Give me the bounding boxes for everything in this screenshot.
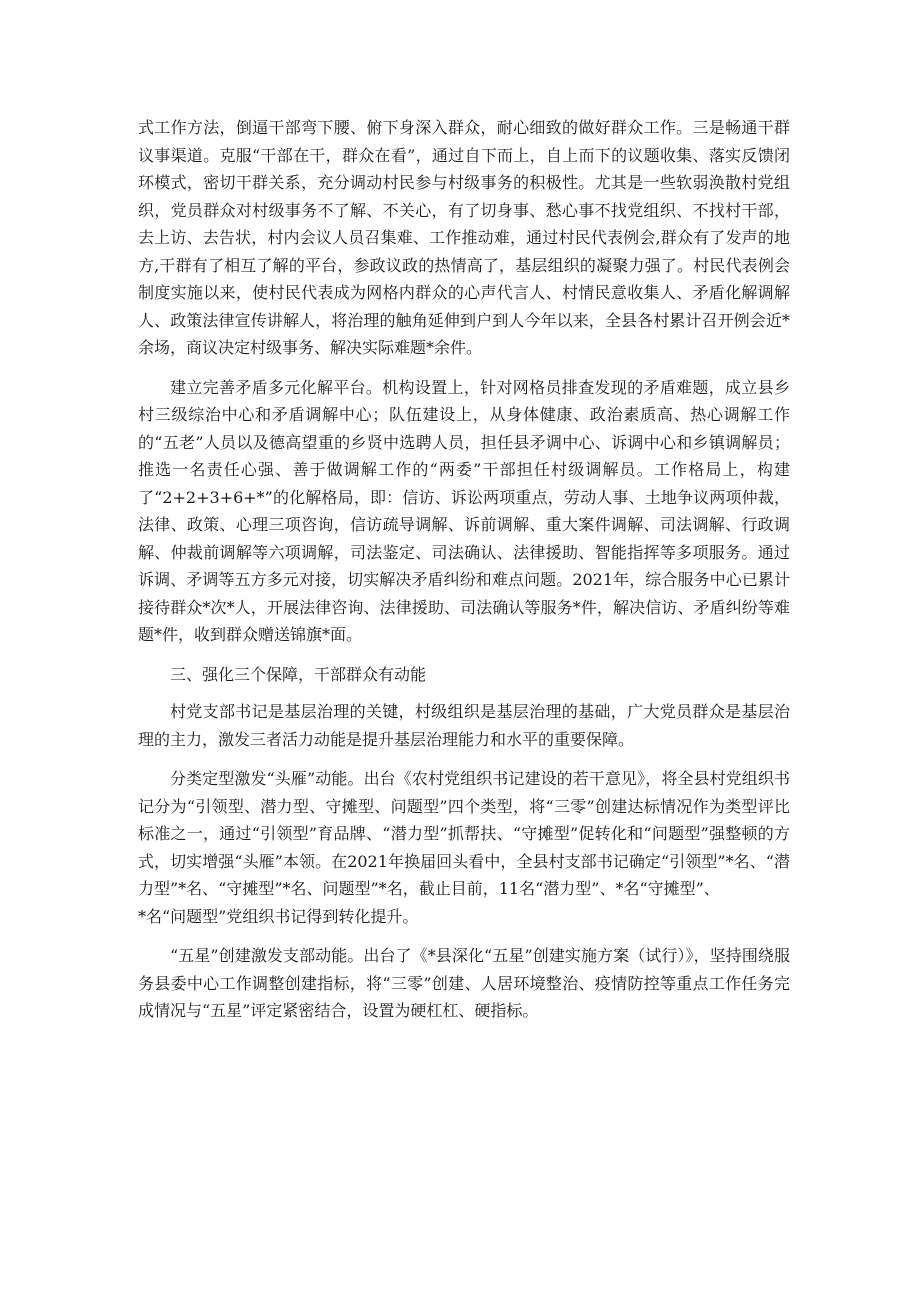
paragraph-work-methods: 式工作方法，倒逼干部弯下腰、俯下身深入群众，耐心细致的做好群众工作。三是畅通干群议事渠道。克服“干部在干，群众在看”，通过自下而上，自上而下的议题收集、落实反馈闭环模式，密切干群关系，充分调动村民参与村级事务的积极性。尤其是一些软弱涣散村党组织，党员群众对村级事务不了解、不关心，有了切身事、愁心事不找党组织、不找村干部，去上访、去告状，村内会议人员召集难、工作推动难，通过村民代表例会,群众有了发声的地方,干群有了相互了解的平台，参政议政的热情高了，基层组织的凝聚力强了。村民代表例会制度实施以来，使村民代表成为网格内群众的心声代言人、村情民意收集人、矛盾化解调解人、政策法律宣传讲解人，将治理的触角延伸到户到人今年以来，全县各村累计召开例会近*余场，商议决定村级事务、解决实际难题*余件。 <box>138 118 790 357</box>
paragraph-lead-goose-momentum: 分类定型激发“头雁”动能。出台《农村党组织书记建设的若干意见》，将全县村党组织书记分为“引领型、潜力型、守摊型、问题型”四个类型，将“三零”创建达标情况作为类型评比标准之一，通过“引领型”育品牌、“潜力型”抓帮扶、“守摊型”促转化和“问题型”强整顿的方式，切实增强“头雁”本领。在2021年换届回头看中，全县村支部书记确定“引领型”*名、“潜力型”*名、“守摊型”*名、问题型”*名，截止目前，11名“潜力型”、*名“守摊型”、 <box>138 769 790 898</box>
paragraph-conflict-resolution-platform: 建立完善矛盾多元化解平台。机构设置上，针对网格员排查发现的矛盾难题，成立县乡村三级综治中心和矛盾调解中心；队伍建设上，从身体健康、政治素质高、热心调解工作的“五老”人员以及德高望重的乡贤中选聘人员，担任县矛调中心、诉调中心和乡镇调解员；推选一名责任心强、善于做调解工作的“两委”干部担任村级调解员。工作格局上，构建了“2+2+3+6+*”的化解格局，即：信访、诉讼两项重点，劳动人事、土地争议两项仲裁，法律、政策、心理三项咨询，信访疏导调解、诉前调解、重大案件调解、司法调解、行政调解、仲裁前调解等六项调解，司法鉴定、司法确认、法律援助、智能指挥等多项服务。通过诉调、矛调等五方多元对接，切实解决矛盾纠纷和难点问题。2021年，综合服务中心已累计接待群众*次*人，开展法律咨询、法律援助、司法确认等服务*件，解决信访、矛盾纠纷等难题*件，收到群众赠送锦旗*面。 <box>138 377 790 644</box>
document-body <box>138 114 790 1037</box>
paragraph-five-star-creation: “五星”创建激发支部动能。出台了《*县深化“五星”创建实施方案（试行）》，坚持围绕服务县委中心工作调整创建指标，将“三零”创建、人居环境整治、疫情防控等重点工作任务完成情况与“五星”评定紧密结合，设置为硬杠杠、硬指标。 <box>138 946 790 1020</box>
paragraph-lead-goose-continuation: *名“问题型”党组织书记得到转化提升。 <box>138 906 419 926</box>
section-heading-three-guarantees: 三、强化三个保障，干部群众有动能 <box>170 664 427 684</box>
paragraph-guarantee-intro: 村党支部书记是基层治理的关键，村级组织是基层治理的基础，广大党员群众是基层治理的主力，激发三者活力动能是提升基层治理能力和水平的重要保障。 <box>138 702 790 749</box>
